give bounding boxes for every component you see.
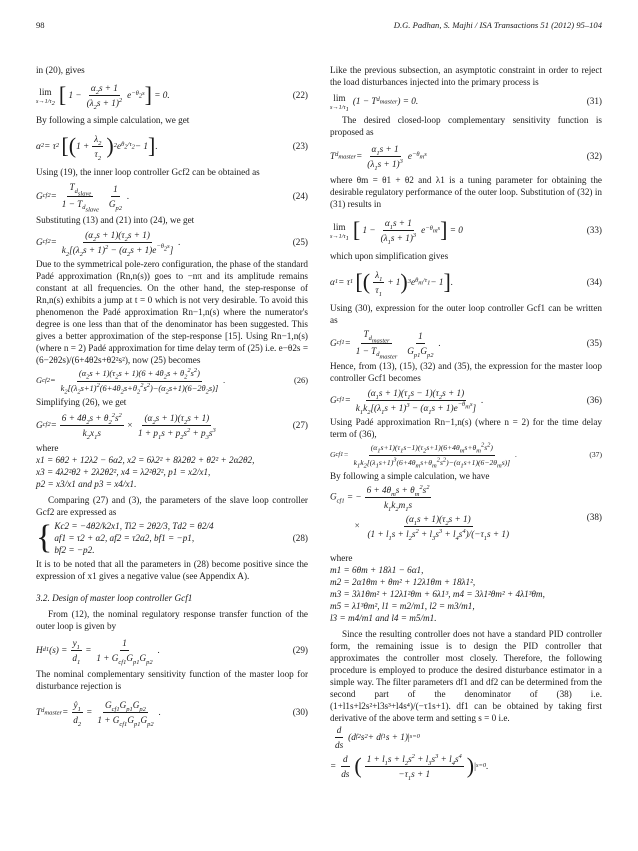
system-line-1: Kc2 = −4θ2/k2x1, Ti2 = 2θ2/3, Td2 = θ2/4 xyxy=(54,521,214,531)
equation-number: (35) xyxy=(586,338,602,348)
equation-25: G cf2 = $(\alpha_2s + 1)(\tau_2s + 1)$ $k_2[(\lambda_2s + 1)^2 - (\alpha_2s + 1)e^{-\theta_2s}]$ . (25) xyxy=(36,229,308,258)
left-column xyxy=(36,64,308,732)
equation-number: (30) xyxy=(292,707,308,717)
paragraph-simplifying: Simplifying (26), we get xyxy=(36,397,127,407)
equation-number: (31) xyxy=(586,96,602,106)
coefficients-line-3: p2 = x3/x1 and p3 = x4/x1. xyxy=(36,479,137,489)
system-line-2: af1 = τ2 + α2, af2 = τ2α2, bf1 = −p1, xyxy=(54,533,195,543)
section-heading: 3.2. Design of master loop controller Gcf1 xyxy=(36,593,193,603)
equation-number: (37) xyxy=(589,450,602,459)
equation-number: (26) xyxy=(294,376,308,385)
equation-number: (27) xyxy=(292,420,308,430)
equation-number: (34) xyxy=(586,277,602,287)
m-coefficient-2: m2 = 2α1θm + θm² + 12λ1θm + 18λ1², xyxy=(330,577,476,587)
l-coefficients: l3 = m4/m1 and l4 = m5/m1. xyxy=(330,613,437,623)
coefficients-line-1: x1 = 6θ2 + 12λ2 − 6α2, x2 = 6λ2² + 8λ2θ2 + θ2² + 2α2θ2, xyxy=(36,455,255,465)
paragraph-from-12: From (12), the nominal regulatory response transfer function of the outer loop is given by xyxy=(36,609,308,631)
equation-22: lim $s\to 1/\tau_2$ [ 1 − $\alpha_2s + 1$ $(\lambda_2s + 1)^2$ e $-\theta_2s$ ] = 0. (22) xyxy=(36,82,308,111)
paragraph-using-30: Using (30), expression for the outer loop controller Gcf1 can be written as xyxy=(330,303,602,325)
paragraph-note: It is to be noted that all the parameters in (28) become positive since the expression of x1 gives a negative value (see Appendix A). xyxy=(36,559,308,581)
equation-number: (23) xyxy=(292,141,308,151)
paragraph-nominal: The nominal complementary sensitivity function of the master loop for disturbance rejection is xyxy=(36,669,308,691)
label-where: where xyxy=(36,443,59,453)
equation-34: α 1 = τ 1 [ ( $\lambda_1$ $\tau_1$ + 1 ) 3 e $\theta_m/\tau_1$ − 1 ] . (34) xyxy=(330,269,602,298)
equation-26: G cf2 = $(\alpha_2s + 1)(\tau_2s + 1)(6 + 4\theta_2s + \theta_2^2s^2)$ $k_2[(\lambda_2s+1)^2(6+4\theta_2s+\theta_2^2s^2)-(\alpha_2s+1)(6-2\theta_2s)]$ . (26) xyxy=(36,366,308,396)
equation-number: (38) xyxy=(586,512,602,522)
equation-37: G cf1 = $(\alpha_1s+1)(\tau_1s-1)(\tau_2s+1)(6+4\theta_ms+\theta_m^2s^2)$ $k_1k_2[(\lambda_1s+1)^3(6+4\theta_ms+\theta_m^2s^2)-(\alpha_1s+1)(6-2\theta_ms)]$ . (37) xyxy=(330,440,602,470)
paragraph-pade-2: Using Padé approximation Rn−1,n(s) (where n = 2) for the time delay term of (36), xyxy=(330,417,602,439)
paragraph-since: Since the resulting controller does not have a standard PID controller form, the remaining issue is to design the PID controller that approximates the controller most closely. Therefore, the following procedure is employed to produce the desired disturbance estimator in a simple way. The filter parameters df1 and df2 can be determined from the second part of the denominator of (38) i.e. (1+l1s+l2s²+l3s³+l4s⁴)/(−τ1s+1). df1 can be obtained by taking first derivative of the above term and setting s = 0 i.e. xyxy=(330,629,602,723)
m-coefficient-1: m1 = 6θm + 18λ1 − 6α1, xyxy=(330,565,424,575)
equation-number: (25) xyxy=(292,237,308,247)
equation-31: lim $s\to 1/\tau_1$ (1 − T $d_{master}$ ) = 0. (31) xyxy=(330,92,602,113)
equation-number: (32) xyxy=(586,151,602,161)
equation-number: (22) xyxy=(292,90,308,100)
m-coefficient-3: m3 = 3λ1θm² + 12λ1²θm + 6λ1³, m4 = 3λ1²θm² + 4λ1³θm, xyxy=(330,589,545,599)
label-where: where xyxy=(330,553,353,563)
equation-23: α 2 = τ 2 [ ( 1 + $\lambda_2$ $\tau_2$ ) 2 e $\theta_2/\tau_2$ − 1 ] . (23) xyxy=(36,133,308,162)
paragraph-simple-calc-2: By following a simple calculation, we have xyxy=(330,471,490,481)
coefficients-line-2: x3 = 4λ2²θ2 + 2λ2θ2², x4 = λ2²θ2², p1 = x2/x1, xyxy=(36,467,211,477)
journal-citation: D.G. Padhan, S. Majhi / ISA Transactions 51 (2012) 95–104 xyxy=(393,20,602,30)
system-line-3: bf2 = −p2. xyxy=(54,545,95,555)
right-column xyxy=(330,64,602,782)
equation-33: lim $s\to 1/\tau_1$ [ 1 − $\alpha_1s + 1$ $(\lambda_1s + 1)^3$ e $-\theta_ms$ ] = 0 (33) xyxy=(330,217,602,246)
equation-number: (29) xyxy=(292,645,308,655)
equation-number: (36) xyxy=(586,395,602,405)
paragraph-inner-loop: Using (19), the inner loop controller Gcf2 can be obtained as xyxy=(36,167,260,177)
equation-27: G cf2 = $6 + 4\theta_2s + \theta_2^2s^2$ $k_2x_1s$ × $(\alpha_2s + 1)(\tau_2s + 1)$ $1 + p_1s + p_2s^2 + p_3s^3$ (27) xyxy=(36,411,308,441)
equation-29: H d1 (s) = $y_1$ $d_1$ = 1 $1 + G_{cf1}G_{p1}G_{p2}$ . (29) xyxy=(36,637,308,666)
paragraph-where-theta: where θm = θ1 + θ2 and λ1 is a tuning parameter for obtaining the desirable regulatory performance of the outer loop. Substitution of (32) in (31) results in xyxy=(330,175,602,209)
paragraph-simple-calc: By following a simple calculation, we get xyxy=(36,115,190,125)
paragraph-hence: Hence, from (13), (15), (32) and (35), the expression for the master loop controller Gcf1 becomes xyxy=(330,361,602,383)
equation-24: G cf2 = $T_{d_{slave}}$ $1 - T_{d_{slave}}$ 1 $G_{p2}$ . (24) xyxy=(36,182,308,214)
derivative-line-1: d ds (d f2 s 2 + d f1 s + 1) | s=0 xyxy=(335,724,420,750)
m-coefficient-5: m5 = λ1³θm², l1 = m2/m1, l2 = m3/m1, xyxy=(330,601,475,611)
equation-38: $G_{cf1}$ = − $6 + 4\theta_ms + \theta_m^2s^2$ $k_1k_2m_1s$ × $\frac{(\alpha_1s + 1)(\tau_2s + 1)}{(1 + l_1s + l_2s^2 + l_3s^3 + l_4s^4)/(-\tau_1s + 1)}$ (38) xyxy=(330,483,602,542)
derivative-line-2: = d ds ( $1 + l_1s + l_2s^2 + l_3s^3 + l_4s^4$ $-\tau_1s + 1$ ) | s=0 . xyxy=(330,752,489,782)
equation-number: (33) xyxy=(586,225,602,235)
page-number: 98 xyxy=(36,20,45,30)
paragraph-pade: Due to the symmetrical pole-zero configuration, the phase of the standard Padé approximation (Rn,n(s)) goes to −nπ and its amplitude remains constant at all frequencies. On the other hand, the step-response of Rn,n(s) exhibits a jump at t = 0 which is not very desirable. To avoid this phenomenon the Padé approximation Rn−1,n(s) where the numerator's degree is one less than that of the denominator has been suggested. This gives a better approximation of the step-response [15]. Using Rn−1,n(s) (where n = 2) Padé approximation for time delay term of (25) i.e. e−θ2s = (6−2θ2s)/(6+4θ2s+θ2²s²), now (25) becomes xyxy=(36,259,308,365)
paragraph-like-previous: Like the previous subsection, an asymptotic constraint in order to reject the load disturbances injected into the primary process is xyxy=(330,65,602,87)
paragraph-comparing: Comparing (27) and (3), the parameters of the slave loop controller Gcf2 are expressed as xyxy=(36,495,308,517)
page-header xyxy=(36,20,602,34)
equation-30: T $d_{master}$ = $ŷ_1$ $d_2$ = $G_{cf1}G_{p1}G_{p2}$ $1 + G_{cf1}G_{p1}G_{p2}$ . (30) xyxy=(36,699,308,728)
equation-number: (28) xyxy=(292,533,308,543)
paragraph-intro: in (20), gives xyxy=(36,65,85,75)
equation-32: T $d_{master}$ = $\alpha_1s + 1$ $(\lambda_1s + 1)^3$ e $-\theta_ms$ (32) xyxy=(330,143,602,172)
equation-36: G cf1 = $(\alpha_1s + 1)(\tau_1s - 1)(\tau_2s + 1)$ $k_1k_2[(\lambda_1s + 1)^3 - (\alpha_1s + 1)e^{-\theta_ms}]$ . (36) xyxy=(330,387,602,416)
equation-number: (24) xyxy=(292,191,308,201)
equation-28: { Kc2 = −4θ2/k2x1, Ti2 = 2θ2/3, Td2 = θ2/4 af1 = τ2 + α2, af2 = τ2α2, bf1 = −p1, bf2 = −p2. (28) xyxy=(36,519,308,556)
equation-35: G cf1 = $T_{d_{master}}$ $1 - T_{d_{master}}$ 1 $G_{p1}G_{p2}$ . (35) xyxy=(330,329,602,361)
paragraph-upon: which upon simplification gives xyxy=(330,251,449,261)
paragraph-desired: The desired closed-loop complementary sensitivity function is proposed as xyxy=(330,115,602,137)
paragraph-substituting: Substituting (13) and (21) into (24), we get xyxy=(36,215,195,225)
